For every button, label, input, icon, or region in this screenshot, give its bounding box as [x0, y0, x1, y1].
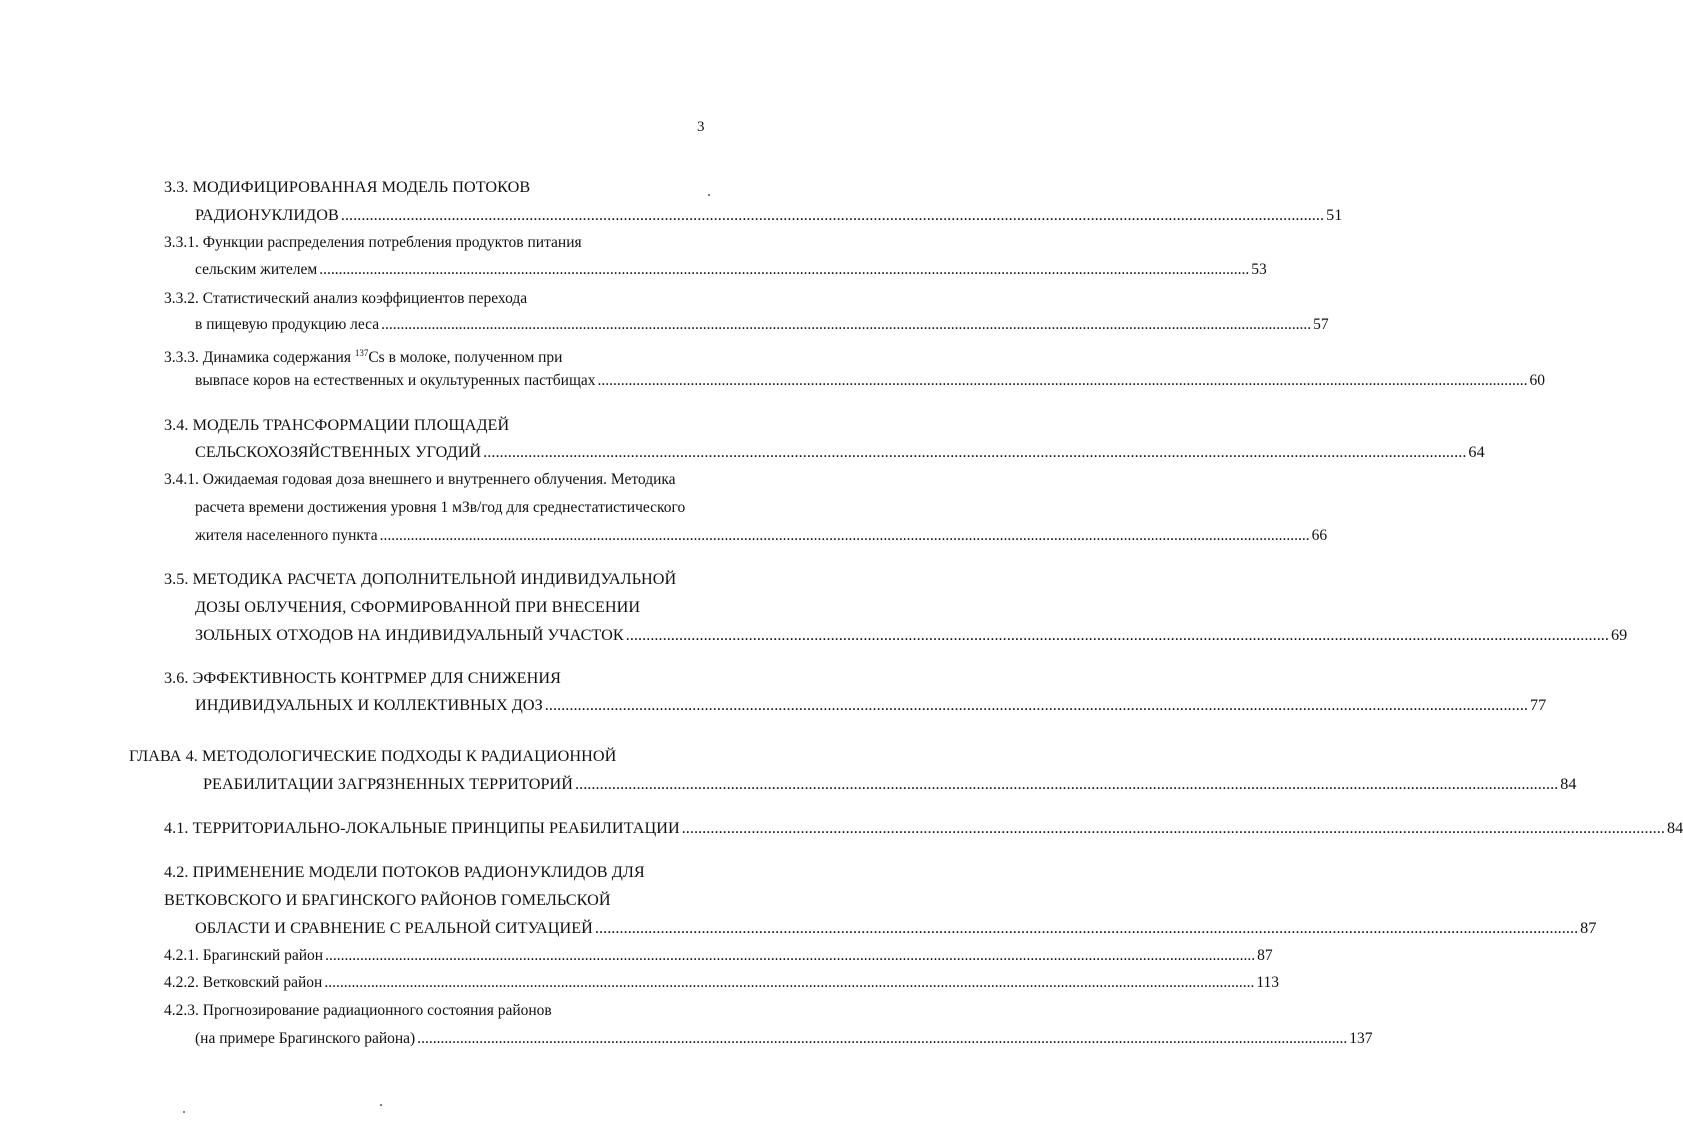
toc-3-3-title: 3.3. МОДИФИЦИРОВАННАЯ МОДЕЛЬ ПОТОКОВ — [164, 178, 531, 196]
toc-4-2-title-cont: ВЕТКОВСКОГО И БРАГИНСКОГО РАЙОНОВ ГОМЕЛЬСКОЙ — [164, 891, 611, 909]
dot-leader: ................................................................................................................................................................................................................................................ — [483, 443, 1467, 461]
toc-3-3-3-page: 60 — [1529, 372, 1546, 389]
dot-leader: ................................................................................................................................................................................................................................................ — [594, 919, 1579, 937]
toc-3-4-title: 3.4. МОДЕЛЬ ТРАНСФОРМАЦИИ ПЛОЩАДЕЙ — [164, 416, 510, 434]
toc-3-3-page: 51 — [1326, 206, 1343, 224]
toc-3-3-1-page: 53 — [1251, 261, 1267, 278]
scan-speck — [708, 194, 710, 196]
toc-3-3-3-title-cont: вывпасе коров на естественных и окультуренных пастбищах — [195, 372, 596, 389]
dot-leader: ................................................................................................................................................................................................................................................ — [681, 819, 1665, 837]
dot-leader: ................................................................................................................................................................................................................................................ — [417, 1030, 1348, 1047]
toc-4-1-entry[interactable] — [164, 818, 1683, 838]
dot-leader: ................................................................................................................................................................................................................................................ — [325, 947, 1256, 964]
dot-leader: ................................................................................................................................................................................................................................................ — [381, 316, 1312, 333]
toc-3-3-entry[interactable] — [195, 205, 1343, 225]
toc-3-3-1-title: 3.3.1. Функции распределения потребления продуктов питания — [164, 234, 582, 251]
isotope-mass-number: 137 — [354, 348, 369, 358]
toc-3-4-1-title-cont: расчета времени достижения уровня 1 мЗв/год для среднестатистического — [195, 499, 686, 516]
dot-leader: ................................................................................................................................................................................................................................................ — [625, 626, 1609, 644]
toc-4-2-page: 87 — [1580, 919, 1597, 937]
toc-chapter-4-title-cont: РЕАБИЛИТАЦИИ ЗАГРЯЗНЕННЫХ ТЕРРИТОРИЙ — [203, 775, 574, 793]
toc-3-3-3-title-post: Cs в молоке, полученном при — [368, 349, 563, 367]
dot-leader: ................................................................................................................................................................................................................................................ — [319, 261, 1250, 278]
toc-3-3-1-title-cont: сельским жителем — [195, 261, 318, 278]
toc-4-2-1-entry[interactable] — [164, 946, 1273, 966]
toc-3-3-2-title: 3.3.2. Статистический анализ коэффициентов перехода — [164, 290, 528, 307]
toc-chapter-4-page: 84 — [1560, 775, 1577, 793]
toc-4-2-title-end: ОБЛАСТИ И СРАВНЕНИЕ С РЕАЛЬНОЙ СИТУАЦИЕЙ — [195, 919, 593, 937]
toc-3-5-page: 69 — [1610, 626, 1628, 644]
toc-3-3-2-entry[interactable] — [195, 315, 1329, 335]
dot-leader: ................................................................................................................................................................................................................................................ — [544, 696, 1529, 714]
toc-3-6-entry[interactable] — [195, 695, 1547, 715]
toc-3-5-title-cont: ДОЗЫ ОБЛУЧЕНИЯ, СФОРМИРОВАННОЙ ПРИ ВНЕСЕНИИ — [195, 598, 641, 616]
toc-3-5-title-end: ЗОЛЬНЫХ ОТХОДОВ НА ИНДИВИДУАЛЬНЫЙ УЧАСТОК — [195, 626, 624, 644]
dot-leader: ................................................................................................................................................................................................................................................ — [324, 974, 1255, 991]
toc-3-3-2-title-cont: в пищевую продукцию леса — [195, 316, 380, 333]
toc-3-4-1-page: 66 — [1311, 527, 1328, 544]
scan-speck — [380, 1104, 382, 1106]
toc-chapter-4-title: ГЛАВА 4. МЕТОДОЛОГИЧЕСКИЕ ПОДХОДЫ К РАДИАЦИОННОЙ — [129, 747, 617, 765]
toc-4-2-title: 4.2. ПРИМЕНЕНИЕ МОДЕЛИ ПОТОКОВ РАДИОНУКЛИДОВ ДЛЯ — [164, 863, 645, 881]
toc-3-6-title-cont: ИНДИВИДУАЛЬНЫХ И КОЛЛЕКТИВНЫХ ДОЗ — [195, 696, 543, 714]
toc-3-5-entry[interactable] — [195, 625, 1628, 645]
toc-3-5-title: 3.5. МЕТОДИКА РАСЧЕТА ДОПОЛНИТЕЛЬНОЙ ИНДИВИДУАЛЬНОЙ — [164, 570, 677, 588]
toc-4-2-3-page: 137 — [1349, 1030, 1373, 1047]
toc-4-2-3-entry[interactable] — [195, 1029, 1373, 1049]
toc-3-4-page: 64 — [1468, 443, 1485, 461]
toc-4-1-title: 4.1. ТЕРРИТОРИАЛЬНО-ЛОКАЛЬНЫЕ ПРИНЦИПЫ РЕАБИЛИТАЦИИ — [164, 819, 680, 837]
toc-3-6-title: 3.6. ЭФФЕКТИВНОСТЬ КОНТРМЕР ДЛЯ СНИЖЕНИЯ — [164, 669, 561, 687]
page-number: 3 — [697, 119, 705, 135]
toc-4-2-entry[interactable] — [195, 918, 1597, 938]
toc-chapter-4-entry[interactable] — [203, 774, 1577, 794]
toc-4-2-2-entry[interactable] — [164, 973, 1279, 993]
toc-3-3-title-cont: РАДИОНУКЛИДОВ — [195, 206, 339, 224]
toc-3-4-entry[interactable] — [195, 442, 1485, 462]
toc-4-2-1-page: 87 — [1257, 947, 1273, 964]
dot-leader: ................................................................................................................................................................................................................................................ — [597, 372, 1528, 389]
toc-3-4-title-cont: СЕЛЬСКОХОЗЯЙСТВЕННЫХ УГОДИЙ — [195, 443, 482, 461]
toc-3-4-1-entry[interactable] — [195, 526, 1328, 546]
toc-3-4-1-title: 3.4.1. Ожидаемая годовая доза внешнего и внутреннего облучения. Методика — [164, 471, 676, 488]
toc-3-3-1-entry[interactable] — [195, 260, 1267, 280]
toc-4-2-2-title: 4.2.2. Ветковский район — [164, 974, 323, 991]
toc-4-2-3-title-cont: (на примере Брагинского района) — [195, 1030, 416, 1047]
dot-leader: ................................................................................................................................................................................................................................................ — [379, 527, 1310, 544]
toc-4-1-page: 84 — [1666, 819, 1683, 837]
toc-4-2-1-title: 4.2.1. Брагинский район — [164, 947, 324, 964]
toc-4-2-3-title: 4.2.3. Прогнозирование радиационного состояния районов — [164, 1002, 552, 1019]
toc-3-4-1-title-end: жителя населенного пункта — [195, 527, 378, 544]
toc-4-2-2-page: 113 — [1256, 974, 1279, 991]
toc-3-3-3-title — [164, 343, 562, 368]
toc-3-3-3-title-pre: 3.3.3. Динамика содержания — [164, 349, 355, 367]
toc-3-3-3-entry[interactable] — [195, 371, 1546, 391]
toc-3-3-2-page: 57 — [1313, 316, 1329, 333]
dot-leader: ................................................................................................................................................................................................................................................ — [575, 775, 1559, 793]
scan-speck — [183, 1111, 185, 1113]
toc-3-6-page: 77 — [1530, 696, 1547, 714]
dot-leader: ................................................................................................................................................................................................................................................ — [340, 206, 1325, 224]
